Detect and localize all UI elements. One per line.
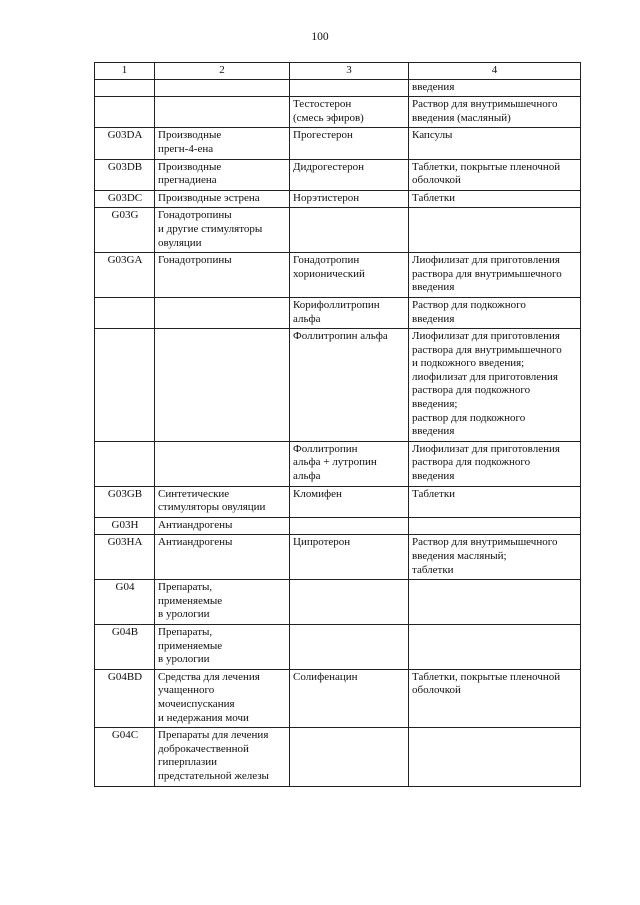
group-cell: Средства для лечения учащенного мочеиспускания и недержания мочи: [155, 669, 290, 727]
form-cell: Раствор для внутримышечного введения масляный; таблетки: [409, 535, 581, 580]
code-cell: G03GB: [95, 486, 155, 517]
group-cell: [155, 79, 290, 97]
code-cell: G03GA: [95, 253, 155, 298]
page-number: 100: [311, 31, 329, 43]
code-cell: [95, 297, 155, 328]
group-cell: Синтетические стимуляторы овуляции: [155, 486, 290, 517]
table-row: [95, 535, 581, 580]
drug-cell: Фоллитропин альфа: [290, 329, 409, 442]
drug-cell: [290, 79, 409, 97]
group-cell: Гонадотропины и другие стимуляторы овуляции: [155, 208, 290, 253]
drug-cell: [290, 728, 409, 786]
drug-cell: Кломифен: [290, 486, 409, 517]
header-col-4: 4: [409, 63, 581, 80]
code-cell: G04B: [95, 624, 155, 669]
form-cell: [409, 728, 581, 786]
drug-cell: Ципротерон: [290, 535, 409, 580]
form-cell: Раствор для подкожного введения: [409, 297, 581, 328]
table-row: [95, 190, 581, 208]
group-cell: Препараты для лечения доброкачественной гиперплазии предстательной железы: [155, 728, 290, 786]
code-cell: G03DA: [95, 128, 155, 159]
form-cell: Капсулы: [409, 128, 581, 159]
header-col-3: 3: [290, 63, 409, 80]
group-cell: [155, 441, 290, 486]
table-row: [95, 159, 581, 190]
code-cell: G04C: [95, 728, 155, 786]
code-cell: [95, 79, 155, 97]
table-row: [95, 580, 581, 625]
drug-cell: Гонадотропин хорионический: [290, 253, 409, 298]
drug-cell: Солифенацин: [290, 669, 409, 727]
drug-cell: Норэтистерон: [290, 190, 409, 208]
code-cell: G03DB: [95, 159, 155, 190]
header-col-1: 1: [95, 63, 155, 80]
group-cell: Антиандрогены: [155, 535, 290, 580]
table-row: [95, 517, 581, 535]
form-cell: Таблетки, покрытые пленочной оболочкой: [409, 669, 581, 727]
drug-cell: [290, 208, 409, 253]
table-row: [95, 297, 581, 328]
form-cell: Лиофилизат для приготовления раствора для внутримышечного введения: [409, 253, 581, 298]
group-cell: [155, 97, 290, 128]
form-cell: Лиофилизат для приготовления раствора для внутримышечного и подкожного введения; лиофилизат для приготовления раствора для подкожного введения; раствор для подкожного введения: [409, 329, 581, 442]
table-row: [95, 486, 581, 517]
group-cell: Препараты, применяемые в урологии: [155, 580, 290, 625]
drug-cell: [290, 624, 409, 669]
header-row: [95, 63, 581, 80]
code-cell: [95, 97, 155, 128]
form-cell: Раствор для внутримышечного введения (масляный): [409, 97, 581, 128]
code-cell: G03HA: [95, 535, 155, 580]
table-row: [95, 128, 581, 159]
group-cell: Производные прегн-4-ена: [155, 128, 290, 159]
code-cell: G03G: [95, 208, 155, 253]
table-row: [95, 728, 581, 786]
group-cell: Производные прегнадиена: [155, 159, 290, 190]
table-row: [95, 97, 581, 128]
drug-cell: [290, 517, 409, 535]
code-cell: [95, 329, 155, 442]
drug-cell: Тестостерон (смесь эфиров): [290, 97, 409, 128]
group-cell: Производные эстрена: [155, 190, 290, 208]
form-cell: [409, 517, 581, 535]
group-cell: [155, 297, 290, 328]
table-body: [95, 79, 581, 786]
code-cell: G04: [95, 580, 155, 625]
code-cell: [95, 441, 155, 486]
drug-cell: Фоллитропин альфа + лутропин альфа: [290, 441, 409, 486]
table-row: [95, 624, 581, 669]
code-cell: G04BD: [95, 669, 155, 727]
form-cell: [409, 580, 581, 625]
form-cell: Таблетки, покрытые пленочной оболочкой: [409, 159, 581, 190]
table-row: [95, 79, 581, 97]
table-row: [95, 669, 581, 727]
drug-cell: Прогестерон: [290, 128, 409, 159]
form-cell: [409, 624, 581, 669]
code-cell: G03DC: [95, 190, 155, 208]
table-row: [95, 329, 581, 442]
form-cell: Таблетки: [409, 190, 581, 208]
form-cell: [409, 208, 581, 253]
group-cell: Гонадотропины: [155, 253, 290, 298]
drug-cell: [290, 580, 409, 625]
group-cell: Препараты, применяемые в урологии: [155, 624, 290, 669]
drug-table: [94, 62, 581, 787]
drug-cell: Дидрогестерон: [290, 159, 409, 190]
form-cell: Лиофилизат для приготовления раствора для подкожного введения: [409, 441, 581, 486]
table-row: [95, 441, 581, 486]
group-cell: Антиандрогены: [155, 517, 290, 535]
group-cell: [155, 329, 290, 442]
table-row: [95, 253, 581, 298]
table-row: [95, 208, 581, 253]
header-col-2: 2: [155, 63, 290, 80]
form-cell: введения: [409, 79, 581, 97]
drug-cell: Корифоллитропин альфа: [290, 297, 409, 328]
form-cell: Таблетки: [409, 486, 581, 517]
code-cell: G03H: [95, 517, 155, 535]
